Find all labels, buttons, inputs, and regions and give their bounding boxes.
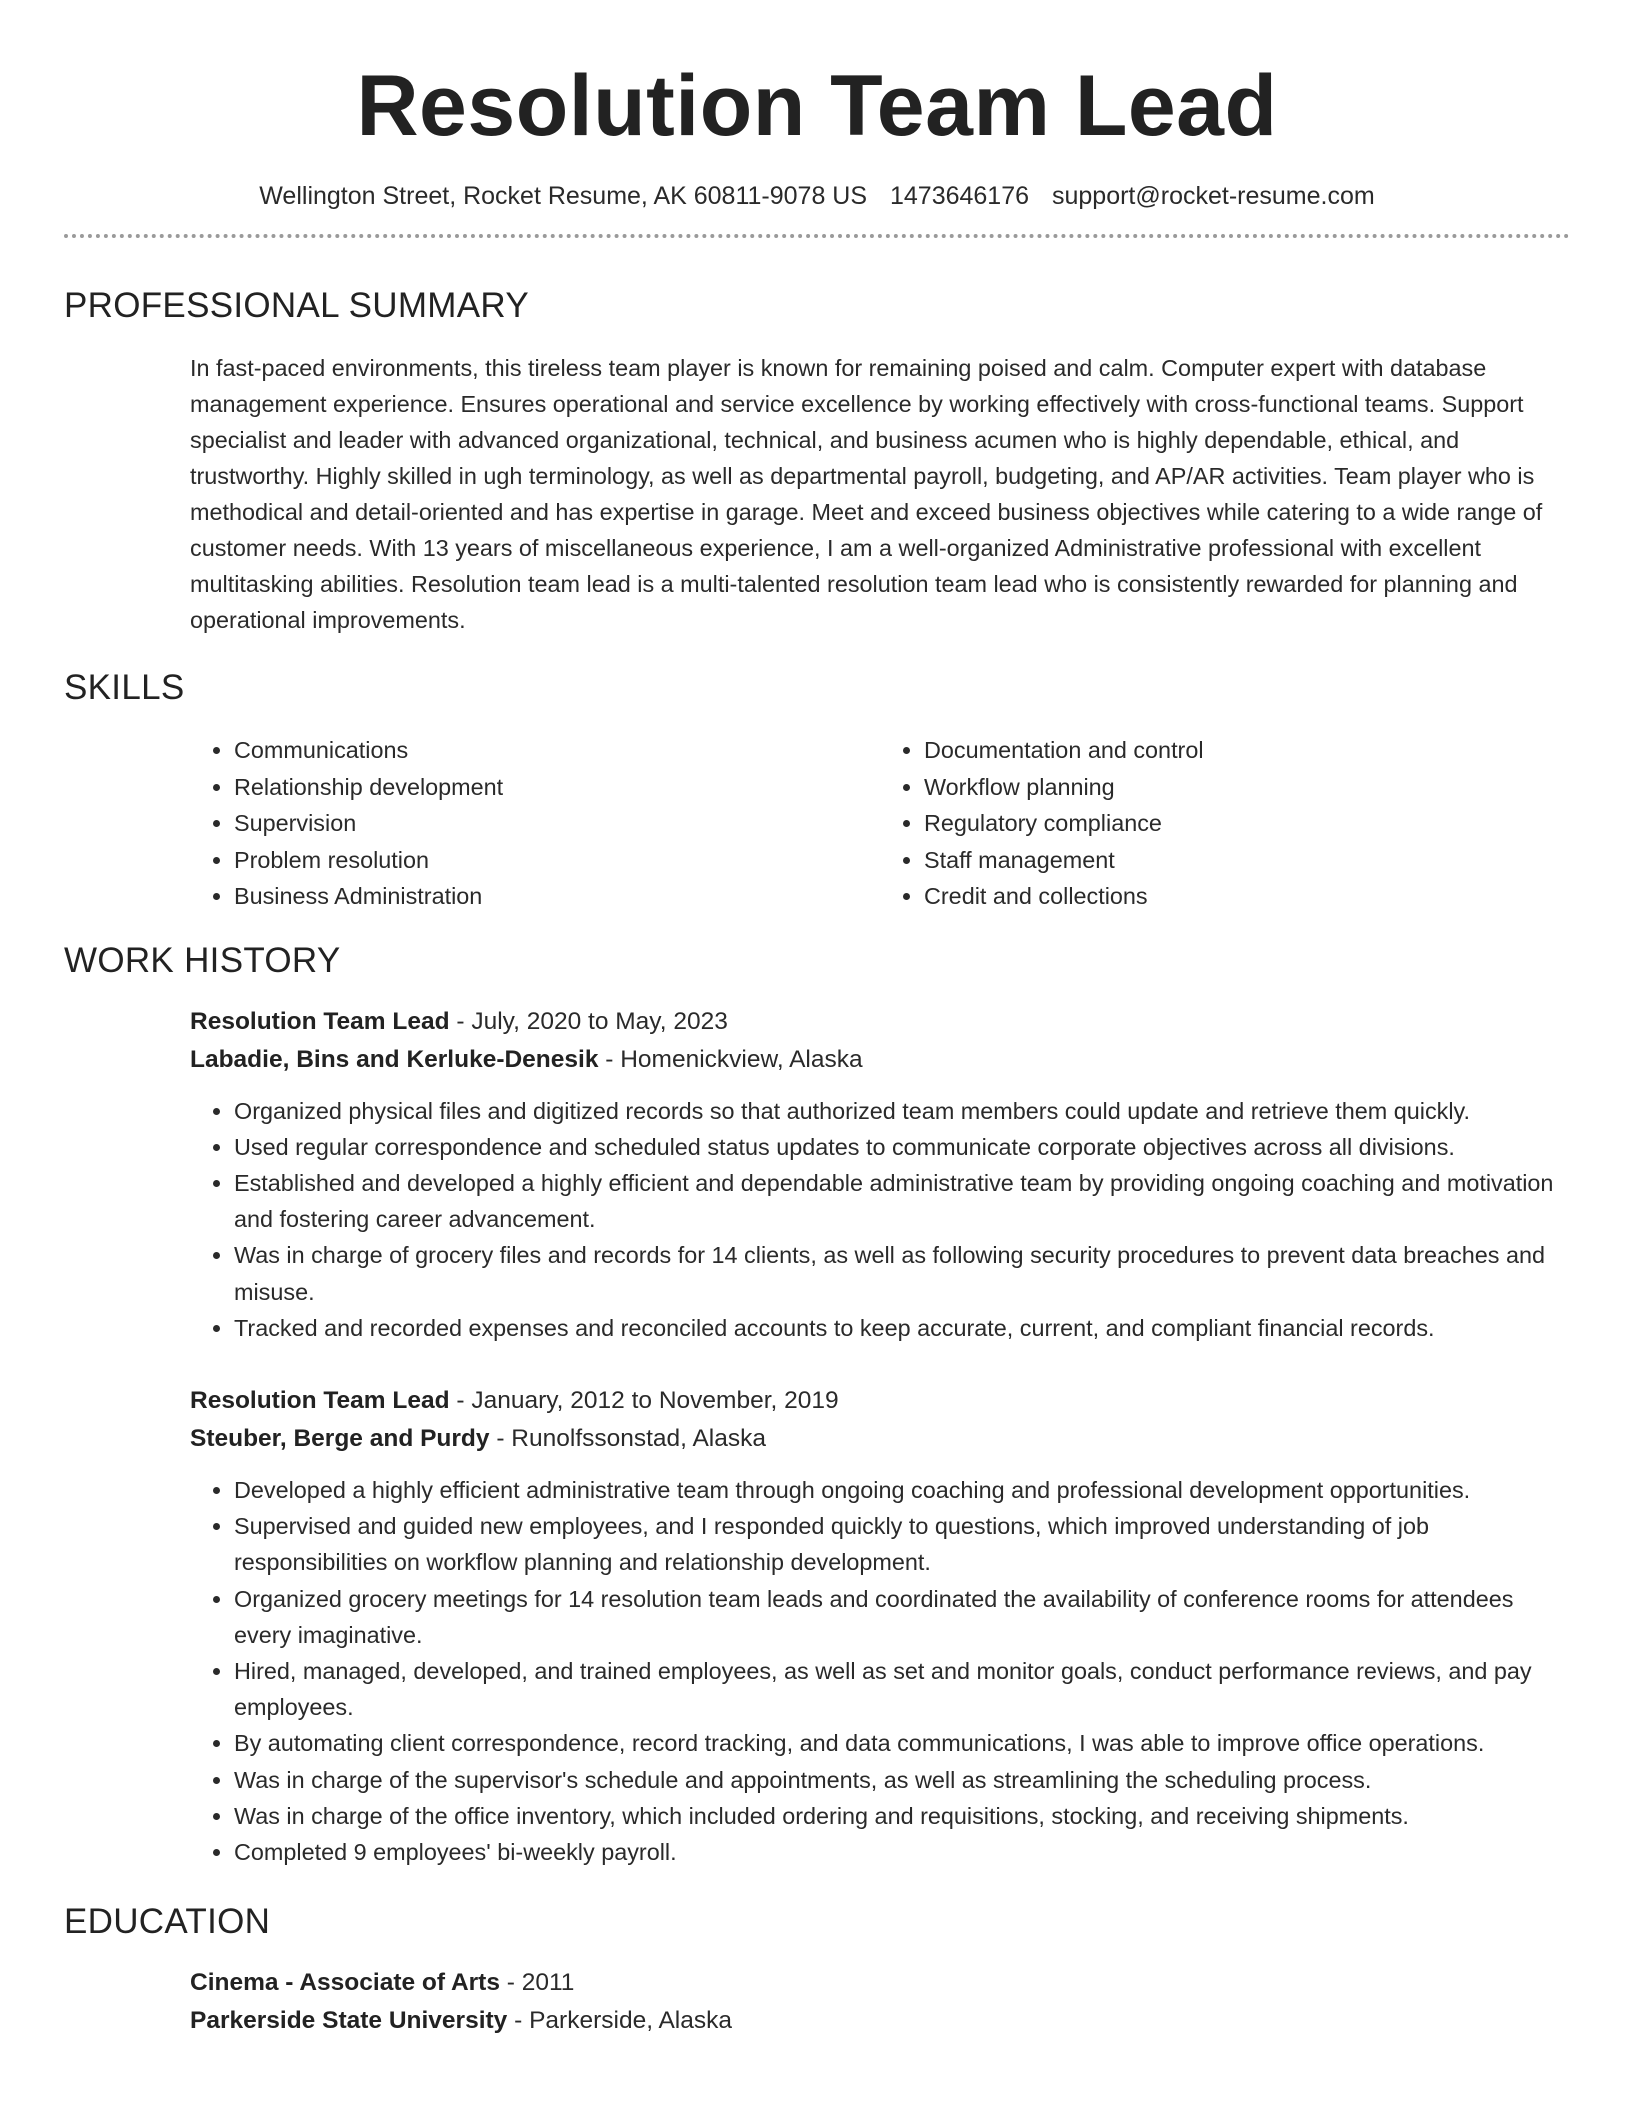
- job-bullet: • Organized physical files and digitized records so that authorized team members could update and retrieve them quickly.: [234, 1093, 1570, 1129]
- skill-item: • Regulatory compliance: [924, 805, 1570, 842]
- job-location: - Runolfssonstad, Alaska: [489, 1424, 766, 1452]
- job-title-line: [190, 1003, 1570, 1041]
- job-location: - Homenickview, Alaska: [598, 1045, 863, 1073]
- resume-page: [64, 0, 1570, 2040]
- contact-phone: 1473646176: [889, 182, 1030, 210]
- job-bullet: • Was in charge of the supervisor's schedule and appointments, as well as streamlining the scheduling process.: [234, 1762, 1570, 1798]
- job-dates: - January, 2012 to November, 2019: [449, 1386, 839, 1414]
- skill-item: • Credit and collections: [924, 878, 1570, 915]
- job-entry: [190, 1382, 1570, 1870]
- education-year: - 2011: [499, 1969, 575, 1997]
- job-bullet: • Developed a highly efficient administrative team through ongoing coaching and professional development opportunities.: [234, 1472, 1570, 1508]
- job-bullet: • Organized grocery meetings for 14 resolution team leads and coordinated the availability of conference rooms for attendees every imaginative.: [234, 1581, 1570, 1653]
- resume-name: Resolution Team Lead: [356, 58, 1278, 154]
- job-bullet: • Established and developed a highly efficient and dependable administrative team by providing ongoing coaching and motivation and fostering career advancement.: [234, 1165, 1570, 1237]
- job-bullet: • Supervised and guided new employees, and I responded quickly to questions, which improved understanding of job responsibilities on workflow planning and relationship development.: [234, 1508, 1570, 1580]
- skill-item: • Staff management: [924, 842, 1570, 879]
- skill-item: • Documentation and control: [924, 732, 1570, 769]
- contact-address: Wellington Street, Rocket Resume, AK 60811-9078 US: [259, 182, 868, 210]
- job-bullet: • Tracked and recorded expenses and reconciled accounts to keep accurate, current, and compliant financial records.: [234, 1310, 1570, 1346]
- summary-heading: PROFESSIONAL SUMMARY: [64, 286, 529, 325]
- job-dates: - July, 2020 to May, 2023: [449, 1007, 728, 1035]
- job-bullet: • Was in charge of grocery files and records for 14 clients, as well as following security procedures to prevent data breaches and misuse.: [234, 1237, 1570, 1309]
- education-degree: Cinema - Associate of Arts: [190, 1969, 500, 1997]
- skills-heading: SKILLS: [64, 668, 185, 707]
- education-school: Parkerside State University: [190, 2007, 508, 2035]
- skills-column-left: [190, 732, 880, 915]
- skill-item: • Business Administration: [234, 878, 880, 915]
- job-title-line: [190, 1382, 1570, 1420]
- skills-column-right: [880, 732, 1570, 915]
- skill-item: • Problem resolution: [234, 842, 880, 879]
- job-bullets: [190, 1093, 1570, 1346]
- job-role: Resolution Team Lead: [190, 1007, 450, 1035]
- job-bullet: • Was in charge of the office inventory, which included ordering and requisitions, stocking, and receiving shipments.: [234, 1798, 1570, 1834]
- job-entry: [190, 1003, 1570, 1346]
- education-location: - Parkerside, Alaska: [507, 2007, 732, 2035]
- skill-item: • Communications: [234, 732, 880, 769]
- job-company-line: [190, 1420, 1570, 1458]
- job-company: Steuber, Berge and Purdy: [190, 1424, 490, 1452]
- job-bullets: [190, 1472, 1570, 1870]
- job-role: Resolution Team Lead: [190, 1386, 450, 1414]
- job-bullet: • Used regular correspondence and scheduled status updates to communicate corporate objectives across all divisions.: [234, 1129, 1570, 1165]
- skills-list: [190, 732, 1570, 915]
- education-heading: EDUCATION: [64, 1902, 271, 1942]
- job-company: Labadie, Bins and Kerluke-Denesik: [190, 1045, 599, 1073]
- job-company-line: [190, 1041, 1570, 1079]
- work-history-heading: WORK HISTORY: [64, 940, 341, 980]
- education-entry: [190, 1964, 1570, 2040]
- education-school-line: [190, 2002, 1570, 2040]
- skill-item: • Workflow planning: [924, 769, 1570, 806]
- education-degree-line: [190, 1964, 1570, 2002]
- header-divider: [64, 234, 1570, 238]
- job-bullet: • Hired, managed, developed, and trained employees, as well as set and monitor goals, conduct performance reviews, and pay employees.: [234, 1653, 1570, 1725]
- job-bullet: • By automating client correspondence, record tracking, and data communications, I was able to improve office operations.: [234, 1725, 1570, 1761]
- summary-text: In fast-paced environments, this tireless team player is known for remaining poised and calm. Computer expert with database management experience. Ensures operational and service excellence by working effectively with cross-functional teams. Support specialist and leader with advanced organizational, technical, and business acumen who is highly dependable, ethical, and trustworthy. Highly skilled in ugh terminology, as well as departmental payroll, budgeting, and AP/AR activities. Team player who is methodical and detail-oriented and has expertise in garage. Meet and exceed business objectives while catering to a wide range of customer needs. With 13 years of miscellaneous experience, I am a well-organized Administrative professional with excellent multitasking abilities. Resolution team lead is a multi-talented resolution team lead who is consistently rewarded for planning and operational improvements.: [190, 355, 1543, 633]
- skill-item: • Supervision: [234, 805, 880, 842]
- job-bullet: • Completed 9 employees' bi-weekly payroll.: [234, 1834, 1570, 1870]
- contact-line: [64, 180, 1570, 212]
- skill-item: • Relationship development: [234, 769, 880, 806]
- contact-email: support@rocket-resume.com: [1051, 182, 1375, 210]
